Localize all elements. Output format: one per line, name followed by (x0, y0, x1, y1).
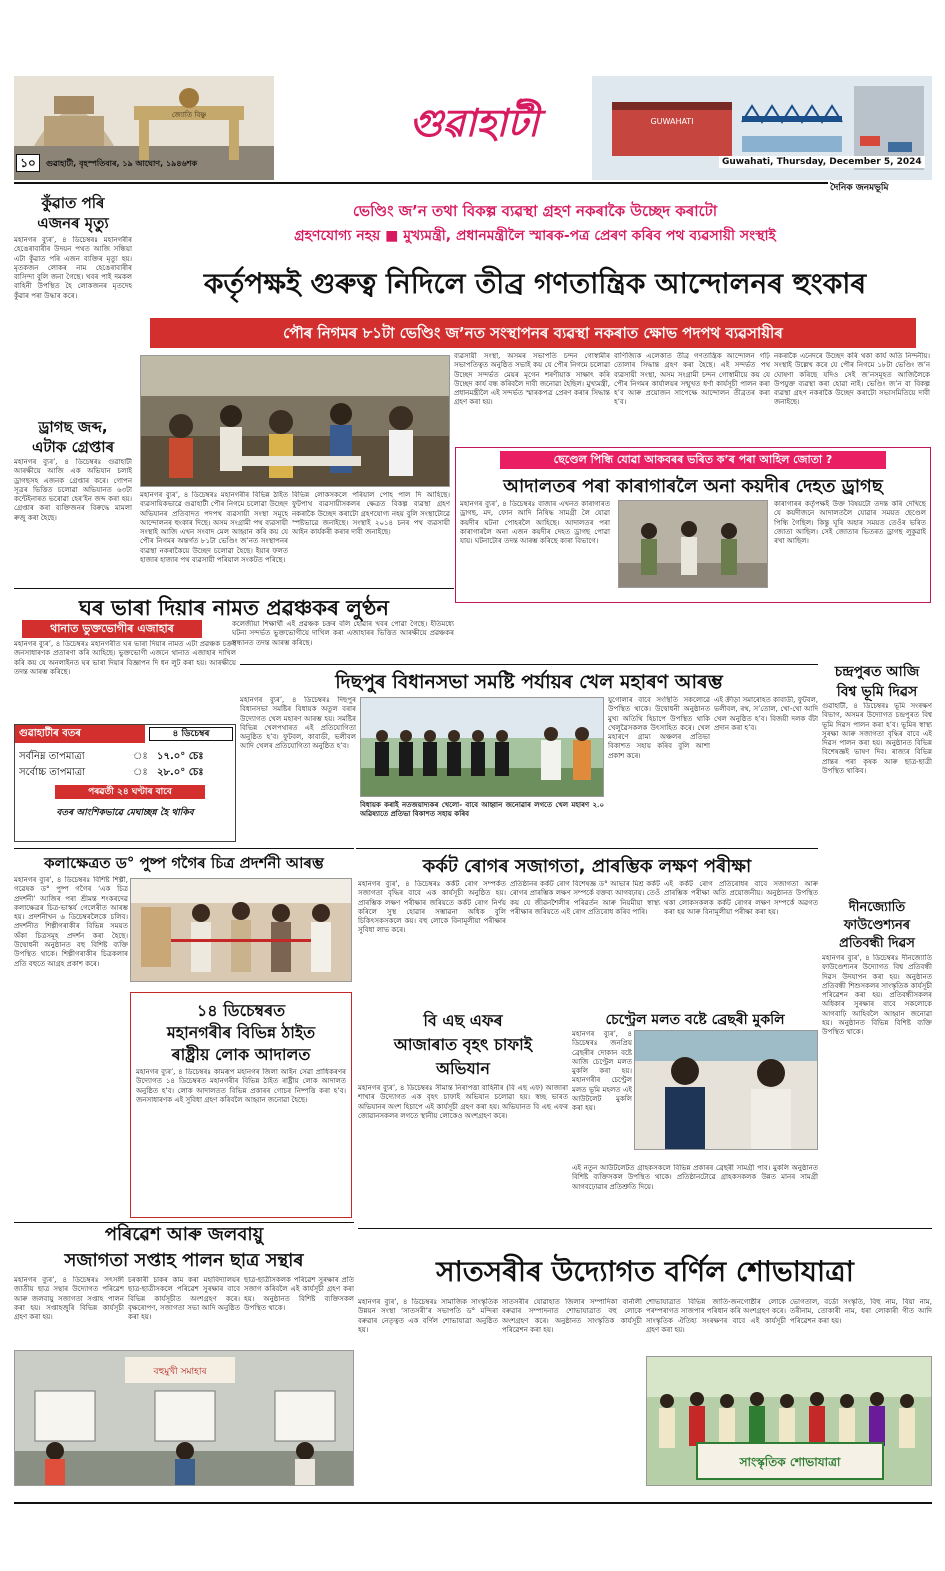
left-headline-2b: এটাক গ্ৰেপ্তাৰ (31, 438, 115, 456)
chess-body-2: এই নতুন আউটলেটত গ্ৰাহকসকলে বিভিন্ন প্ৰকাৰৰ ব্ৰেছৰী সামগ্ৰী পাব। মুকলি অনুষ্ঠানত বিশিষ্ট ব্যক্তিসকল উপস্থিত থাকে। প্ৰতিষ্ঠানটোৱে গ্ৰাহকসকলক উন্নত মানৰ সামগ্ৰী আগবঢ়োৱাৰ প্ৰতিশ্ৰুতি দিয়ে। (572, 1164, 818, 1191)
rent-rule (14, 588, 454, 589)
lokadalat-body: মহানগৰ ব্যুৰ’, ৪ ডিচেম্বৰঃ কামৰূপ মহানগৰ জিলা আইন সেৱা প্ৰাধিকৰণৰ উদ্যোগত ১৪ ডিচেম্বৰত মহানগৰীৰ বিভিন্ন ঠাইত ৰাষ্ট্ৰীয় লোক আদালত অনুষ্ঠিত হ’ব। লোক আদালতত বিভিন্ন প্ৰকাৰৰ গোচৰ নিষ্পত্তি কৰা হ’ব। জনসাধাৰণক এই সুবিধা গ্ৰহণ কৰিবলৈ আহ্বান জনোৱা হৈছে। (136, 1068, 346, 1104)
river-headline-2: দীনজ্যোতি (848, 900, 906, 915)
lead-body-5: নকৰাকৈ এনেদৰে উচ্ছেদ কৰি থকা কাৰ্য অতি নিন্দনীয়। সংস্থাই উল্লেখ কৰে যে পৌৰ নিগমে ১৮টা ভেণ্ডিং জ’ন ঘোষণা কৰিছে যদিও সেই জ’নসমূহত আজিলৈকে উপযুক্ত ব্যৱস্থা কৰা হোৱা নাই। ভেণ্ডিং জ’ন বা বিকল্প ব্যৱস্থা গ্ৰহণ নকৰাকৈ উচ্ছেদ কৰাটো সভাসমিতিয়ে দাবী জনাইছে। (774, 352, 930, 407)
lead-kicker-2: গ্ৰহণযোগ্য নহয় ■ মুখ্যমন্ত্ৰী, প্ৰধানমন্ত্ৰীলৈ স্মাৰক-পত্ৰ প্ৰেৰণ কৰিব পথ ব্যৱসায়ী সংস্থাই (294, 228, 776, 244)
bsf-body: মহানগৰ ব্যুৰ’, ৪ ডিচেম্বৰঃ সীমান্ত নিৰাপত্তা বাহিনীৰ (বি এছ এফ) আজাৰা শাখাৰ উদ্যোগত এক বৃহৎ চাফাই অভিযান চলোৱা হয়। স্বচ্ছ ভাৰত অভিযানৰ অংশ হিচাপে এই কাৰ্যসূচী গ্ৰহণ কৰা হয়। অভিযানত বি এছ এফৰ জোৱানসকলৰ লগতে স্থানীয় লোকেও অংশগ্ৰহণ কৰে। (358, 1084, 568, 1120)
rent-tag: থানাত ভুক্তভোগীৰ এজাহাৰ (22, 620, 202, 638)
weather-next-label: পৰৱৰ্তী ২৪ ঘণ্টাৰ বাবে (55, 785, 205, 799)
env-body-2: চৰকাৰী চাকৰ কাম কৰা মহাবিদ্যালয়ৰ ছাত্ৰ-ছাত্ৰীসকলে পৰিৱেশ সুৰক্ষাৰ বাবে বিভিন্ন কাৰ্যসূচীত অংশগ্ৰহণ কৰে। বৃক্ষৰোপণ, সজাগতা সভা আদি অনুষ্ঠিত কৰা হয়। (128, 1276, 240, 1322)
masthead-rule (14, 182, 828, 184)
chess-photo (634, 1030, 818, 1150)
rent-body-1: মহানগৰ ব্যুৰ’, ৪ ডিচেম্বৰঃ মহানগৰীত ঘৰ ভাৰা দিয়াৰ নামত এটা প্ৰৱঞ্চক চক্ৰই জনসাধাৰণক প্ৰতাৰণা কৰি আহিছে। ভুক্তভোগী এজনে থানাত এজাহাৰ দাখিল কৰি কয় যে অনলাইনত ঘৰ ভাৰা দিয়াৰ বিজ্ঞাপন দি ধন লুট কৰা হয়। আৰক্ষীয়ে তদন্ত আৰম্ভ কৰিছে। (14, 640, 236, 676)
masthead (14, 76, 932, 180)
court-photo (618, 500, 768, 588)
parade-headline: সাতসৰীৰ উদ্যোগত বৰ্ণিল শোভাযাত্ৰা (436, 1255, 854, 1288)
cancer-body-1: মহানগৰ ব্যুৰ’, ৪ ডিচেম্বৰঃ কৰ্কট ৰোগ সম্পৰ্কত সজাগতা বৃদ্ধিৰ বাবে এক কাৰ্যসূচী অনুষ্ঠিত হয়। প্ৰাৰম্ভিক লক্ষণ পৰীক্ষাৰ জৰিয়তে কৰ্কট ৰোগ নিৰ্ণয় কৰিলে সুস্থ হোৱাৰ সম্ভাৱনা অধিক বুলি চিকিৎসকসকলে কয়। বহু লোকে বিনামূলীয়া পৰীক্ষাৰ সুবিধা লাভ কৰে। (358, 880, 506, 935)
page-number: ১০ (16, 154, 40, 172)
river-body-2: মহানগৰ ব্যুৰ’, ৪ ডিচেম্বৰঃ দীনজ্যোতি ফাউণ্ডেশ্যনৰ উদ্যোগত বিশ্ব প্ৰতিবন্ধী দিৱস উদযাপন কৰা হয়। অনুষ্ঠানত প্ৰতিবন্ধী শিশুসকলৰ সাংস্কৃতিক কাৰ্যসূচী পৰিৱেশন কৰা হয়। প্ৰতিবন্ধীসকলৰ অধিকাৰ সুৰক্ষাৰ বাবে সকলোকে আগবাঢ়ি আহিবলৈ আহ্বান জনোৱা হয়। অনুষ্ঠানত বিভিন্ন বিশিষ্ট ব্যক্তি উপস্থিত থাকে। (822, 954, 932, 1037)
river-headline-1: চন্দ্ৰপুৰত আজি (834, 664, 920, 680)
lead-body-4: বাণিজ্যিক এলেকাত তীব্ৰ গণতান্ত্ৰিক আন্দোলন গঢ়ি তোলাৰ সিদ্ধান্ত গ্ৰহণ কৰা হৈছে। এই সন্দৰ্ভত পথ ব্যৱসায়ী সংস্থা, অসম সংগ্ৰামী চন্দন গোস্বামীয়ে কয় যে পৌৰ নিগমৰ কাৰ্যালয়ৰ সন্মুখত ধৰ্ণা কাৰ্যসূচী পালন কৰা হ’ব আৰু প্ৰয়োজন সাপেক্ষে আন্দোলন তীব্ৰতৰ কৰা হ’ব। (614, 352, 770, 407)
env-headline-2: সজাগতা সপ্তাহ পালন ছাত্ৰ সন্থাৰ (64, 1250, 304, 1271)
weather-title: গুৱাহাটীৰ বতৰ (15, 725, 145, 743)
parade-body-4: ভোগতাল, বৰ্ডো সংস্কৃতি, বিহু নাম, বিয়া নাম, তৰীনাম, তোকাৰী নাম, ধৰা লোকাৰী গীত আদি পৰিৱেশন কৰা হয়। (790, 1298, 932, 1325)
weather-max-label: সৰ্বোচ্চ তাপমাত্ৰা (19, 767, 86, 778)
lead-body-3: ব্যৱসায়ী সংস্থা, অসমৰ সভাপতি চন্দন গোস্বামীৰ সভাপতিত্বত অনুষ্ঠিত সভাই কয় যে পৌৰ নিগমে চলোৱা উচ্ছেদ সন্দৰ্ভত মেয়ৰ মৃগেন শৰণীয়াক সাক্ষাৎ কৰি উচ্ছেদ কাৰ্য বন্ধ কৰিবলৈ দাবী জনোৱা হৈছিল। মুখ্যমন্ত্ৰী, প্ৰধানমন্ত্ৰীলৈ এই সন্দৰ্ভত স্মাৰকপত্ৰ প্ৰেৰণ কৰাৰ সিদ্ধান্ত গ্ৰহণ কৰা হয়। (454, 352, 610, 407)
weather-min-label: সৰ্বনিম্ন তাপমাত্ৰা (19, 751, 85, 762)
weather-box (14, 724, 236, 842)
gate-sign: জ্যোতি বিষ্ণু (171, 111, 207, 119)
date-english: Guwahati, Thursday, December 5, 2024 (719, 156, 925, 168)
art-body: মহানগৰ ব্যুৰ’, ৪ ডিচেম্বৰঃ বিশিষ্ট শিল্পী, গৱেষক ড° পুষ্প গগৈৰ ‘এক চিত্ৰ প্ৰদৰ্শনী’ আজিৰ পৰা শ্ৰীমন্ত শংকৰদেৱ কলাক্ষেত্ৰৰ চিত্ৰ-ভাস্কৰ্য গেলেৰীত আৰম্ভ হয়। প্ৰদৰ্শনীখন ৬ ডিচেম্বৰলৈকে চলিব। প্ৰদৰ্শনীত শিল্পীগৰাকীৰ বিভিন্ন সময়ত অঁকা চিত্ৰসমূহ প্ৰদৰ্শন কৰা হৈছে। উদ্বোধনী অনুষ্ঠানত বহু বিশিষ্ট ব্যক্তি উপস্থিত থাকে। শিল্পীগৰাকীৰ চিত্ৰকলাৰ প্ৰতি বহুতে আগ্ৰহ প্ৰকাশ কৰে। (14, 876, 128, 968)
parade-body-1: মহানগৰ ব্যুৰ’, ৪ ডিচেম্বৰঃ সামাজিক সাংস্কৃতিক উন্নয়ন সংস্থা ‘সাতসৰী’ৰ সভাপতি ড° মন্দিৰা বৰুৱাৰ নেতৃত্বত এক বৰ্ণিল শোভাযাত্ৰা অনুষ্ঠিত হয়। (358, 1298, 498, 1334)
river-body-1: গুৱাহাটী, ৪ ডিচেম্বৰঃ ভূমি সংৰক্ষণ বিভাগ, অসমৰ উদ্যোগত চন্দ্ৰপুৰত বিশ্ব ভূমি দিৱস পালন কৰা হ’ব। ভূমিৰ স্বাস্থ্য সুৰক্ষা আৰু সজাগতা বৃদ্ধিৰ বাবে এই দিৱস পালন কৰা হয়। অনুষ্ঠানত বিভিন্ন বিশেষজ্ঞই ভাষণ দিব। ৰাজ্যৰ বিভিন্ন প্ৰান্তৰ পৰা কৃষক আৰু ছাত্ৰ-ছাত্ৰী উপস্থিত থাকিব। (822, 702, 932, 776)
cancer-rule (356, 848, 818, 849)
sports-body-1: মহানগৰ ব্যুৰ’, ৪ ডিচেম্বৰঃ দিছপুৰ বিধানসভা সমষ্টিৰ বিধায়ক অতুল বৰাৰ উদ্যোগত খেল মহাৰণ আৰম্ভ হয়। সমষ্টিৰ বিভিন্ন খেলপথাৰত এই প্ৰতিযোগিতা অনুষ্ঠিত হ’ব। ফুটবল, কাবাডী, ভলীবল আদি খেলৰ প্ৰতিযোগিতা অনুষ্ঠিত হ’ব। (240, 696, 356, 751)
bsf-headline-2: আজাৰাত বৃহৎ চাফাই (393, 1035, 533, 1054)
date-assamese: গুৱাহাটী, বৃহস্পতিবাৰ, ১৯ আঘোণ, ১৯৪৬শক (46, 159, 198, 168)
bsf-headline-1: বি এছ এফৰ (423, 1011, 503, 1030)
parade-rule (358, 1228, 932, 1229)
parade-banner-text: সাংস্কৃতিক শোভাযাত্ৰা (739, 1455, 841, 1469)
art-rule (14, 848, 354, 849)
river-headline-1b: বিশ্ব ভূমি দিৱস (836, 684, 918, 700)
left-headline-1b: এজনৰ মৃত্যু (37, 214, 109, 232)
court-kicker: ছেণ্ডেল পিন্ধি যোৱা আকবৰৰ ভৰিত ক’ৰ পৰা আহিল জোতা ? (500, 451, 886, 469)
lokadalat-headline-1: ১৪ ডিচেম্বৰত (196, 1001, 286, 1020)
chess-headline: চেণ্ট্ৰেল মলত বষ্টে ব্ৰেছৰী মুকলি (605, 1012, 785, 1028)
paper-title: গুৱাহাটী (409, 100, 539, 145)
lokadalat-headline-2: মহানগৰীৰ বিভিন্ন ঠাইত (166, 1023, 316, 1042)
parade-body-3: শোভাযাত্ৰাত বিভিন্ন জাতি-জনগোষ্ঠীৰ লোকে পৰম্পৰাগত সাজপাৰ পৰিধান কৰি অংশগ্ৰহণ কৰে। সাংস্কৃতিক ঐতিহ্য সংৰক্ষণৰ বাবে এই কাৰ্যসূচী গ্ৰহণ কৰা হয়। (646, 1298, 786, 1334)
left-headline-1: কুঁৱাত পৰি (41, 194, 105, 212)
lokadalat-headline-3: ৰাষ্ট্ৰীয় লোক আদালত (171, 1045, 311, 1064)
weather-max-value: ২৮.০° চেঃ (157, 767, 204, 778)
sports-rule (240, 664, 818, 665)
weather-min-colon: ঃ (133, 751, 148, 762)
weather-date: ৪ ডিচেম্বৰ (149, 727, 233, 741)
env-poster-text: বহুমুখী সমাহাৰ (153, 1367, 207, 1377)
sports-body-3: এই ক্ৰীড়া সমাৰোহত কাবাডী, ফুটবল, ভলীবল, ৰথ, স’তোল, খো-খো আদি খেল অনুষ্ঠিত হ’ব। বিজয়ী দলক বঁটা প্ৰদান কৰা হ’ব। (714, 696, 818, 732)
weather-max-colon: ঃ (133, 767, 148, 778)
weather-forecast: বতৰ আংশিকভাৱে মেঘাচ্ছন্ন হৈ থাকিব (56, 808, 194, 818)
left-body-1: মহানগৰ ব্যুৰ’, ৪ ডিচেম্বৰঃ মহানগৰীৰ হেঙেৰাবাৰীৰ উদয়ন পথত আজি সন্ধিয়া এটা কুঁৱাত পৰি এজন ব্যক্তিৰ মৃত্যু হয়। মৃতকজন লোকৰ নাম হেঙেৰাবাৰীৰ বাসিন্দা বুলি জনা গৈছে। খবৰ পাই দমকল বাহিনী উপস্থিত হৈ লোকজনৰ মৃতদেহ কুঁৱাৰ পৰা উদ্ধাৰ কৰে। (14, 236, 132, 300)
env-headline-1: পৰিৱেশ আৰু জলবায়ু (104, 1224, 264, 1245)
sports-headline: দিছপুৰ বিধানসভা সমষ্টি পৰ্যায়ৰ খেল মহাৰণ আৰম্ভ (335, 671, 723, 693)
station-sign: GUWAHATI (650, 117, 694, 126)
rent-headline: ঘৰ ভাৰা দিয়াৰ নামত প্ৰৱঞ্চকৰ লুণ্ঠন (79, 596, 389, 620)
lead-body-2: বিভিন্ন লোকসকলে পৰিয়াল পোহ পাল দি আহিছে। ফুটপাথ ব্যৱসায়ীসকলৰ ক্ষেত্ৰত বিকল্প ব্যৱস্থা গ্ৰহণ নকৰাকৈ উচ্ছেদ কৰাটো গ্ৰহণযোগ্য নহয় বুলি সংস্থাটোৱে স্পষ্টভাৱে জনাইছে। সংস্থাই ২০১৪ চনৰ পথ ব্যৱসায়ী আইন কাৰ্যকৰী কৰাৰ দাবী জনাইছে। (292, 491, 450, 537)
river-headline-2c: প্ৰতিবন্ধী দিৱস (839, 936, 915, 951)
lead-headline: কৰ্তৃপক্ষই গুৰুত্ব নিদিলে তীব্ৰ গণতান্ত্ৰিক আন্দোলনৰ হুংকাৰ (203, 267, 867, 300)
cancer-body-2: প্ৰতিষ্ঠানৰ কৰ্কট ৰোগ বিশেষজ্ঞ ড° আভাৰ মিশ্ৰ কৰ্কট ৰোগৰ প্ৰাৰম্ভিক লক্ষণ সম্পৰ্কে বক্তব্য আগবঢ়ায়। তেওঁ কয় যে জীৱনশৈলীৰ পৰিৱৰ্তন আৰু নিয়মীয়া স্বাস্থ্য পৰীক্ষাৰ জৰিয়তে এই ৰোগ প্ৰতিৰোধ কৰিব পাৰি। (510, 880, 660, 916)
left-headline-2: ড্ৰাগছ জব্দ, (38, 418, 108, 436)
parade-body-2: সাতসৰীৰ যোৱাহাত জিলাৰ সম্পাদিকা বাৰ্নালী বৰুৱাৰ সম্পাদনাত শোভাযাত্ৰাত বহু লোকে অংশগ্ৰহণ কৰে। অনুষ্ঠানত সাংস্কৃতিক কাৰ্যসূচী পৰিৱেশন কৰা হয়। (502, 1298, 642, 1334)
env-body-3: ছাত্ৰ-ছাত্ৰীসকলক পৰিৱেশ সুৰক্ষাৰ প্ৰতি সজাগ কৰিবলৈ এই কাৰ্যসূচী গ্ৰহণ কৰা হয়। অনুষ্ঠানত বিশিষ্ট ব্যক্তিসকল উপস্থিত থাকে। (244, 1276, 354, 1312)
cancer-body-3: এই কৰ্কট ৰোগ প্ৰতিৰোধৰ বাবে সজাগতা আৰু প্ৰাৰম্ভিক পৰীক্ষা অতি প্ৰয়োজনীয়। অনুষ্ঠানত উপস্থিত থকা লোকসকলক কৰ্কট ৰোগৰ লক্ষণ সম্পৰ্কে অৱগত কৰা হয় আৰু বিনামূলীয়া পৰীক্ষা কৰা হয়। (664, 880, 818, 916)
rent-body-2: কলেজীয়া শিক্ষাৰ্থী এই প্ৰৱঞ্চক চক্ৰৰ বলি হোৱাৰ খবৰ পোৱা গৈছে। ইতিমধ্যে ঘটনা সন্দৰ্ভত ভুক্তভোগীয়ে দাখিল কৰা এজাহাৰৰ ভিত্তিত আৰক্ষীয়ে প্ৰৱঞ্চকৰ সন্ধানত তদন্ত আৰম্ভ কৰিছে। (232, 620, 454, 647)
court-body-2: কাৰাগাৰৰ কৰ্তৃপক্ষই উক্ত বিষয়টো তদন্ত কৰি দেখিছে যে কয়দীজনে আদালতলৈ যোৱাৰ সময়ত ছেণ্ডেল পিন্ধি গৈছিল। কিন্তু ঘূৰি অহাৰ সময়ত তেওঁৰ ভৰিত জোতা আছিল। সেই জোতাৰ ভিতৰত ড্ৰাগছ লুকুৱাই ৰখা আছিল। (774, 500, 926, 546)
bsf-headline-3: অভিযান (436, 1059, 490, 1078)
left-body-2: মহানগৰ ব্যুৰ’, ৪ ডিচেম্বৰঃ গুৱাহাটী আৰক্ষীয়ে আজি এক অভিযান চলাই ড্ৰাগছসহ এজনক গ্ৰেপ্তাৰ কৰে। গোপন সূত্ৰৰ ভিত্তিত চলোৱা অভিযানত ৬৩টা কন্টেইনাৰত ভৰোৱা হেৰ’ইন জব্দ কৰা হয়। গ্ৰেপ্তাৰ কৰা ব্যক্তিজনৰ বিৰুদ্ধে মামলা ৰুজু কৰা হৈছে। (14, 458, 132, 522)
env-photo (14, 1350, 354, 1486)
paper-name: দৈনিক জনমভূমি (830, 183, 889, 193)
weather-min-value: ১৭.০° চেঃ (157, 751, 204, 762)
sports-photo (360, 697, 604, 797)
art-photo (130, 878, 352, 982)
cancer-headline: কৰ্কট ৰোগৰ সজাগতা, প্ৰাৰম্ভিক লক্ষণ পৰীক্ষা (422, 856, 752, 877)
court-body-1: মহানগৰ ব্যুৰ’, ৪ ডিচেম্বৰঃ বাজাৰ এখনত কাৰাগাৰত ড্ৰাগছ, মদ, ফোন আদি নিষিদ্ধ সামগ্ৰী লৈ যোৱা কয়দীৰ ঘটনা পোহৰলৈ আহিছে। আদালতৰ পৰা কাৰাগাৰলৈ অনা এজন কয়দীৰ দেহত ড্ৰাগছ পোৱা যায়। ঘটনাটোৰ তদন্ত আৰম্ভ কৰিছে কাৰা বিভাগে। (460, 500, 610, 546)
parade-photo (646, 1356, 932, 1486)
art-headline: কলাক্ষেত্ৰত ড° পুষ্প গগৈৰ চিত্ৰ প্ৰদৰ্শনী আৰম্ভ (44, 854, 324, 872)
court-headline: আদালতৰ পৰা কাৰাগাৰলৈ অনা কয়দীৰ দেহত ড্ৰাগছ (503, 476, 883, 497)
lead-photo (140, 355, 450, 487)
env-body-1: মহানগৰ ব্যুৰ’, ৪ ডিচেম্বৰঃ সৎসঙ্গী জাতীয় ছাত্ৰ সন্থাৰ উদ্যোগত পৰিৱেশ আৰু জলবায়ু সজাগতা সপ্তাহ পালন কৰা হয়। সপ্তাহজুৰি বিভিন্ন কাৰ্যসূচী গ্ৰহণ কৰা হয়। (14, 1276, 124, 1322)
sports-caption: বিধায়ক কৰাই নতজয়াদ্যকৰ খেলো- বাবে আহ্বান জনোৱাৰ লগতে খেল মহাৰণ ২.০ অৱিষ্যাতে প্ৰতিভা বিকাশত সহায় কৰিব (360, 800, 604, 819)
page-bottom-rule (14, 1502, 932, 1504)
sports-body-2: যুগোলাৰ বাবে সংস্থিতি সকলোৱে উপস্থিত থাকে। উদ্বোধনী অনুষ্ঠানত মুখ্য অতিথি হিচাপে উপস্থিত থাকি খেলুৱৈসকলক উৎসাহিত কৰে। খেল মহাৰণে গ্ৰাম্য অঞ্চলৰ প্ৰতিভা বিকাশত সহায় কৰিব বুলি আশা প্ৰকাশ কৰে। (608, 696, 710, 760)
river-headline-2b: ফাউণ্ডেশ্যনৰ (843, 918, 911, 933)
chess-body-1: মহানগৰ ব্যুৰ’, ৪ ডিচেম্বৰঃ জনপ্ৰিয় ব্ৰেছৰীৰ দোকান বষ্টে আজি চেণ্ট্ৰেল মলত মুকলি কৰা হয়। মহানগৰীৰ চেণ্ট্ৰেল মলত ভূমি মহলত এই আউটলেট মুকলি কৰা হয়। (572, 1030, 632, 1113)
lead-kicker-1: ভেণ্ডিং জ’ন তথা বিকল্প ব্যৱস্থা গ্ৰহণ নকৰাকৈ উচ্ছেদ কৰাটো (352, 202, 718, 220)
lead-banner: পৌৰ নিগমৰ ৮১টা ভেণ্ডিং জ’নত সংস্থাপনৰ ব্যৱস্থা নকৰাত ক্ষোভ পদপথ ব্যৱসায়ীৰ (150, 318, 916, 348)
lead-body-1: মহানগৰ ব্যুৰ’, ৪ ডিচেম্বৰঃ মহানগৰীৰ বিভিন্ন ঠাইত ব্যৱসায়িকভাৱে গুৱাহাটী পৌৰ নিগমে চলোৱা উচ্ছেদ অভিযানৰ প্ৰতিবাদত পদপথ ব্যৱসায়ী সংস্থা সমূহে আন্দোলনৰ হুংকাৰ দিছে। অসম সংগ্ৰামী পথ ব্যৱসায়ী সংস্থাই আজি এখন সংবাদ মেল আহ্বান কৰি কয় যে পৌৰ নিগমৰ অন্তৰ্গত ৮১টা ভেণ্ডিং জ’নত সংস্থাপনৰ ব্যৱস্থা নকৰাকৈয়ে উচ্ছেদ চলোৱা হৈছে। ইয়াৰ ফলত হাজাৰ হাজাৰ পথ ব্যৱসায়ী পৰিয়াল সংকটত পৰিছে। (140, 491, 288, 565)
